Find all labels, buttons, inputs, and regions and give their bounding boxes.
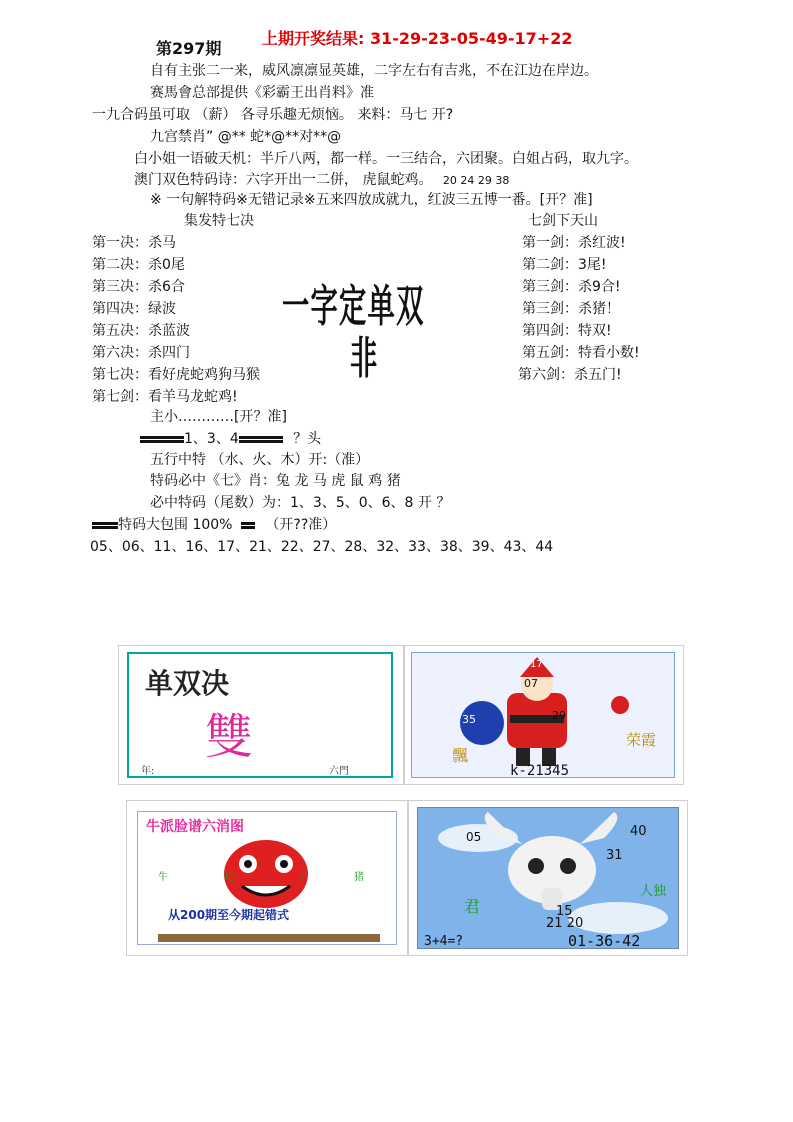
tou-line — [140, 430, 321, 448]
center-answer: 非 — [350, 333, 379, 384]
right-item: 第一剑：杀红波! — [522, 235, 626, 251]
image-frame — [137, 811, 397, 945]
side-word: 猪 — [354, 872, 364, 883]
image-skull — [408, 800, 688, 956]
macau-poem-line — [134, 171, 509, 190]
niupai-title: 牛派脸谱六消图 — [146, 819, 244, 835]
jiugong-line: 九宫禁肖” @** 蛇*@**对**@ — [150, 129, 342, 145]
poem-line: 自有主张二一来，威风凛凛显英雄，二字左右有吉兆，不在江边在岸边。 — [150, 63, 598, 79]
baowei-line — [92, 516, 336, 534]
right-item: 第五剑：特看小数! — [522, 345, 640, 361]
tou-question: ？头 — [293, 431, 322, 447]
last-result — [262, 26, 572, 49]
santa-right-word: 荣霞 — [626, 731, 657, 749]
left-item: 第七决：看好虎蛇鸡狗马猴 — [92, 367, 260, 383]
image-danshuang — [118, 645, 404, 785]
left-item: 第四决：绿波 — [92, 301, 176, 317]
right-col-title: 七剑下天山 — [528, 213, 598, 229]
danshuang-foot-right: 六門 — [329, 766, 349, 777]
weishu-line: 必中特码（尾数）为：1、3、5、0、6、8 开 ？ — [150, 495, 451, 511]
skull-bottom-left: 3+4=? — [424, 934, 464, 949]
right-item: 第六剑：杀五门! — [518, 367, 622, 383]
santa-num: 29 — [552, 709, 566, 722]
right-item: 第二剑：3尾! — [522, 257, 607, 273]
macau-numbers: 20 24 29 38 — [442, 174, 510, 187]
hint-line: 一九合码虽可取 （薪） 各寻乐趣无烦恼。 来料：马七 开? — [92, 107, 454, 123]
right-item: 第三剑：杀猪！ — [522, 301, 620, 317]
image-santa — [404, 645, 684, 785]
danshuang-foot-left: 年: — [141, 766, 155, 777]
left-item: 第三决：杀6合 — [92, 279, 185, 295]
skull-left-word: 君 — [464, 897, 481, 916]
danshuang-title: 单双决 — [145, 667, 230, 700]
texiao-line: 特码必中《七》肖：兔 龙 马 虎 鼠 鸡 猪 — [150, 473, 401, 489]
left-item: 第一决：杀马 — [92, 235, 176, 251]
left-item: 第五决：杀蓝波 — [92, 323, 190, 339]
image-frame — [127, 652, 393, 778]
macau-poem-text: 澳门双色特码诗：六字开出一二併， 虎鼠蛇鸡。 — [134, 172, 433, 188]
image-frame — [417, 807, 679, 949]
left-item: 第二决：杀0尾 — [92, 257, 185, 273]
result-numbers: 31-29-23-05-49-17+22 — [369, 29, 573, 48]
tou-numbers: 1、3、4 — [184, 431, 239, 447]
skull-num: 15 — [556, 904, 573, 919]
zhuxiao-line: 主小…………[开？准] — [150, 409, 287, 425]
wuxing-line: 五行中特 （水、火、木）开:（准） — [150, 452, 370, 468]
santa-left-word: 飄 — [452, 746, 469, 765]
skull-num: 31 — [606, 848, 623, 863]
danshuang-char: 雙 — [205, 709, 254, 765]
one-sentence-line: ※ 一句解特码※无错记录※五来四放成就九，红波三五博一番。[开？准] — [150, 192, 593, 208]
double-bar-icon — [241, 521, 255, 530]
baixiaojie-line: 白小姐一语破天机：半斤八两，都一样。一三结合，六团聚。白姐占码，取九字。 — [134, 151, 638, 167]
triple-bar-icon — [239, 435, 283, 444]
santa-num: 17 — [530, 659, 543, 670]
santa-num: 35 — [462, 713, 476, 726]
baowei-numbers: 05、06、11、16、17、21、22、27、28、32、33、38、39、43、44 — [90, 539, 554, 555]
right-item: 第三剑：杀9合! — [522, 279, 621, 295]
right-item: 第四剑：特双! — [522, 323, 612, 339]
left-item: 第六决：杀四门 — [92, 345, 190, 361]
triple-bar-icon — [140, 435, 184, 444]
left-item: 第七剑：看羊马龙蛇鸡! — [92, 389, 238, 405]
side-word: 蛇 — [224, 872, 234, 883]
side-word: 牛 — [158, 872, 168, 883]
side-word: 羊 — [298, 872, 308, 883]
provider-line: 赛馬會总部提供《彩霸王出肖料》准 — [150, 85, 374, 101]
center-headline: 一字定单双 — [282, 281, 425, 332]
skull-num: 05 — [466, 830, 482, 844]
skull-num: 40 — [630, 824, 647, 839]
issue-number: 第297期 — [156, 39, 222, 58]
santa-code: k-21345 — [510, 763, 570, 779]
result-label: 上期开奖结果: — [262, 29, 365, 48]
image-niupai — [126, 800, 408, 956]
santa-num: 07 — [524, 677, 538, 690]
skull-right-word: 人独 — [640, 884, 667, 899]
skull-bottom-right: 01-36-42 — [568, 932, 641, 950]
double-bar-icon — [92, 521, 118, 530]
baowei-end: （开??准） — [265, 517, 337, 533]
baowei-label: 特码大包围 100% — [118, 517, 233, 533]
niupai-sub: 从200期至今期起错式 — [168, 908, 290, 922]
skull-num: 21 20 — [546, 916, 584, 931]
left-col-title: 集发特七决 — [184, 213, 254, 229]
image-frame — [411, 652, 675, 778]
